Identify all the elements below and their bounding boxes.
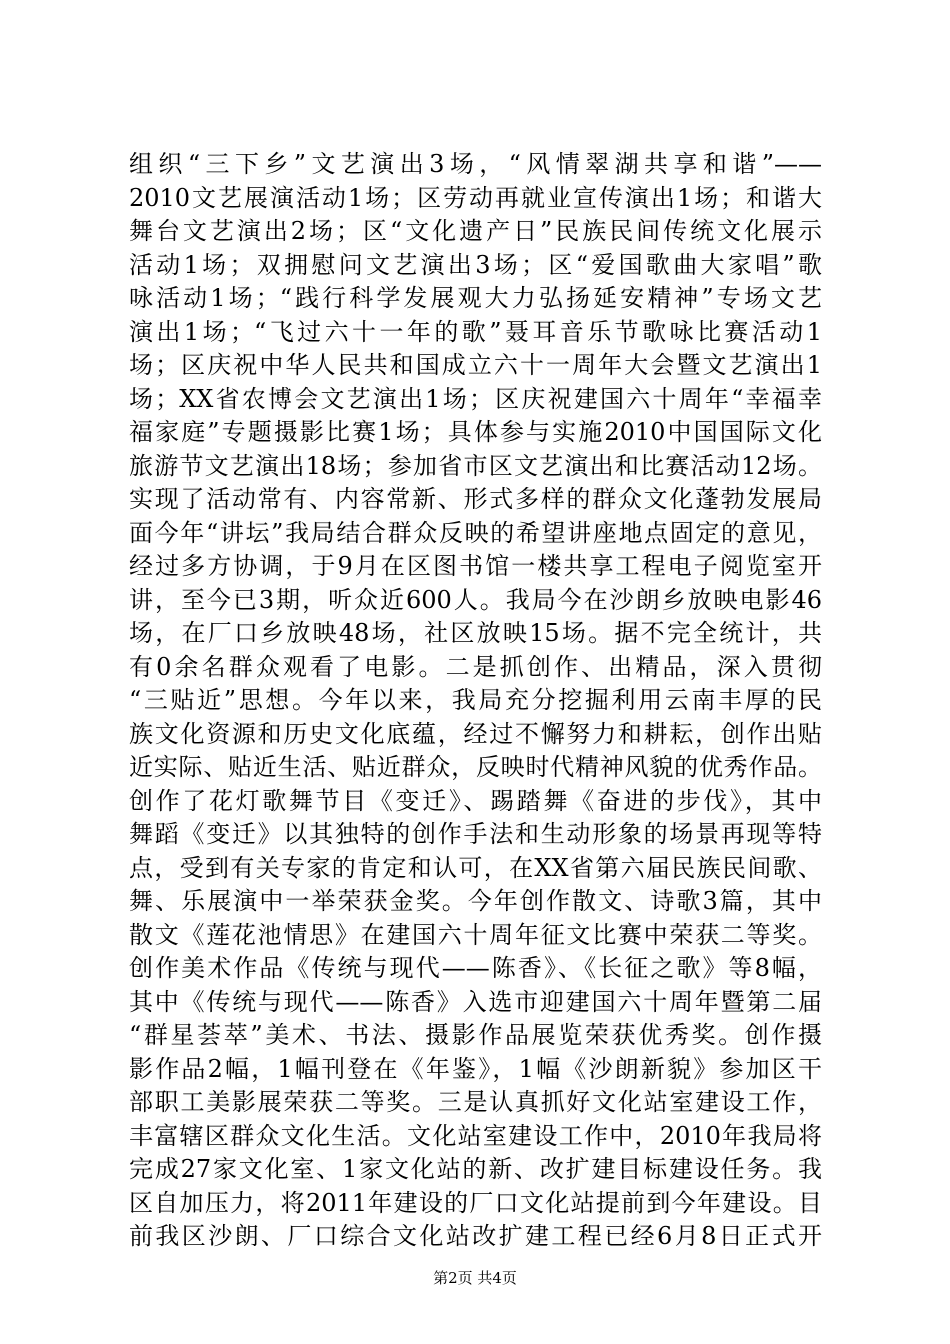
text-line: 面今年“讲坛”我局结合群众反映的希望讲座地点固定的意见， bbox=[129, 518, 822, 547]
text-line: 完成27家文化室、1家文化站的新、改扩建目标建设任务。我 bbox=[129, 1155, 822, 1183]
text-line: 场；区庆祝中华人民共和国成立六十一周年大会暨文艺演出1 bbox=[129, 351, 822, 379]
text-line: 演出1场；“飞过六十一年的歌”聂耳音乐节歌咏比赛活动1 bbox=[129, 317, 822, 346]
text-line: 其中《传统与现代——陈香》入选市迎建国六十周年暨第二届 bbox=[129, 987, 822, 1016]
text-line: 场；XX省农博会文艺演出1场；区庆祝建国六十周年“幸福幸 bbox=[129, 384, 822, 413]
page-number-footer: 第2页 共4页 bbox=[433, 1269, 517, 1287]
body-paragraph bbox=[129, 148, 822, 1254]
text-line: 散文《莲花池情思》在建国六十周年征文比赛中荣获二等奖。 bbox=[129, 920, 822, 949]
text-line: 创作美术作品《传统与现代——陈香》、《长征之歌》等8幅， bbox=[129, 954, 822, 982]
text-line: 讲，至今已3期，听众近600人。我局今在沙朗乡放映电影46 bbox=[129, 585, 822, 614]
text-line: 有0余名群众观看了电影。二是抓创作、出精品，深入贯彻 bbox=[129, 652, 822, 681]
text-line: 部职工美影展荣获二等奖。三是认真抓好文化站室建设工作， bbox=[129, 1088, 822, 1116]
text-line: 区自加压力，将2011年建设的厂口文化站提前到今年建设。目 bbox=[129, 1188, 822, 1217]
text-line: 前我区沙朗、厂口综合文化站改扩建工程已经6月8日正式开 bbox=[129, 1222, 822, 1250]
text-line: 经过多方协调，于9月在区图书馆一楼共享工程电子阅览室开 bbox=[129, 552, 822, 580]
text-line: 活动1场；双拥慰问文艺演出3场；区“爱国歌曲大家唱”歌 bbox=[129, 250, 822, 279]
text-line: “群星荟萃”美术、书法、摄影作品展览荣获优秀奖。创作摄 bbox=[129, 1021, 822, 1049]
text-line: 福家庭”专题摄影比赛1场；具体参与实施2010中国国际文化 bbox=[129, 418, 822, 446]
text-line: 族文化资源和历史文化底蕴，经过不懈努力和耕耘，创作出贴 bbox=[129, 719, 822, 748]
text-line: 丰富辖区群众文化生活。文化站室建设工作中，2010年我局将 bbox=[129, 1121, 822, 1150]
text-line: 组织“三下乡”文艺演出3场，“风情翠湖共享和谐”—— bbox=[129, 150, 822, 178]
text-line: 舞、乐展演中一举荣获金奖。今年创作散文、诗歌3篇，其中 bbox=[129, 887, 822, 915]
text-line: “三贴近”思想。今年以来，我局充分挖掘利用云南丰厚的民 bbox=[129, 686, 822, 714]
text-line: 2010文艺展演活动1场；区劳动再就业宣传演出1场；和谐大 bbox=[129, 183, 822, 212]
text-line: 创作了花灯歌舞节目《变迁》、踢踏舞《奋进的步伐》，其中 bbox=[129, 786, 822, 815]
text-line: 近实际、贴近生活、贴近群众，反映时代精神风貌的优秀作品。 bbox=[129, 753, 822, 781]
text-line: 咏活动1场；“践行科学发展观大力弘扬延安精神”专场文艺 bbox=[129, 284, 822, 312]
text-line: 影作品2幅，1幅刊登在《年鉴》，1幅《沙朗新貌》参加区干 bbox=[129, 1054, 822, 1083]
text-line: 实现了活动常有、内容常新、形式多样的群众文化蓬勃发展局 bbox=[129, 485, 822, 513]
text-line: 场，在厂口乡放映48场，社区放映15场。据不完全统计，共 bbox=[129, 619, 822, 647]
text-line: 旅游节文艺演出18场；参加省市区文艺演出和比赛活动12场。 bbox=[129, 451, 822, 480]
text-line: 舞蹈《变迁》以其独特的创作手法和生动形象的场景再现等特 bbox=[129, 820, 822, 848]
text-line: 舞台文艺演出2场；区“文化遗产日”民族民间传统文化展示 bbox=[129, 217, 822, 245]
text-line: 点，受到有关专家的肯定和认可，在XX省第六届民族民间歌、 bbox=[129, 853, 822, 882]
